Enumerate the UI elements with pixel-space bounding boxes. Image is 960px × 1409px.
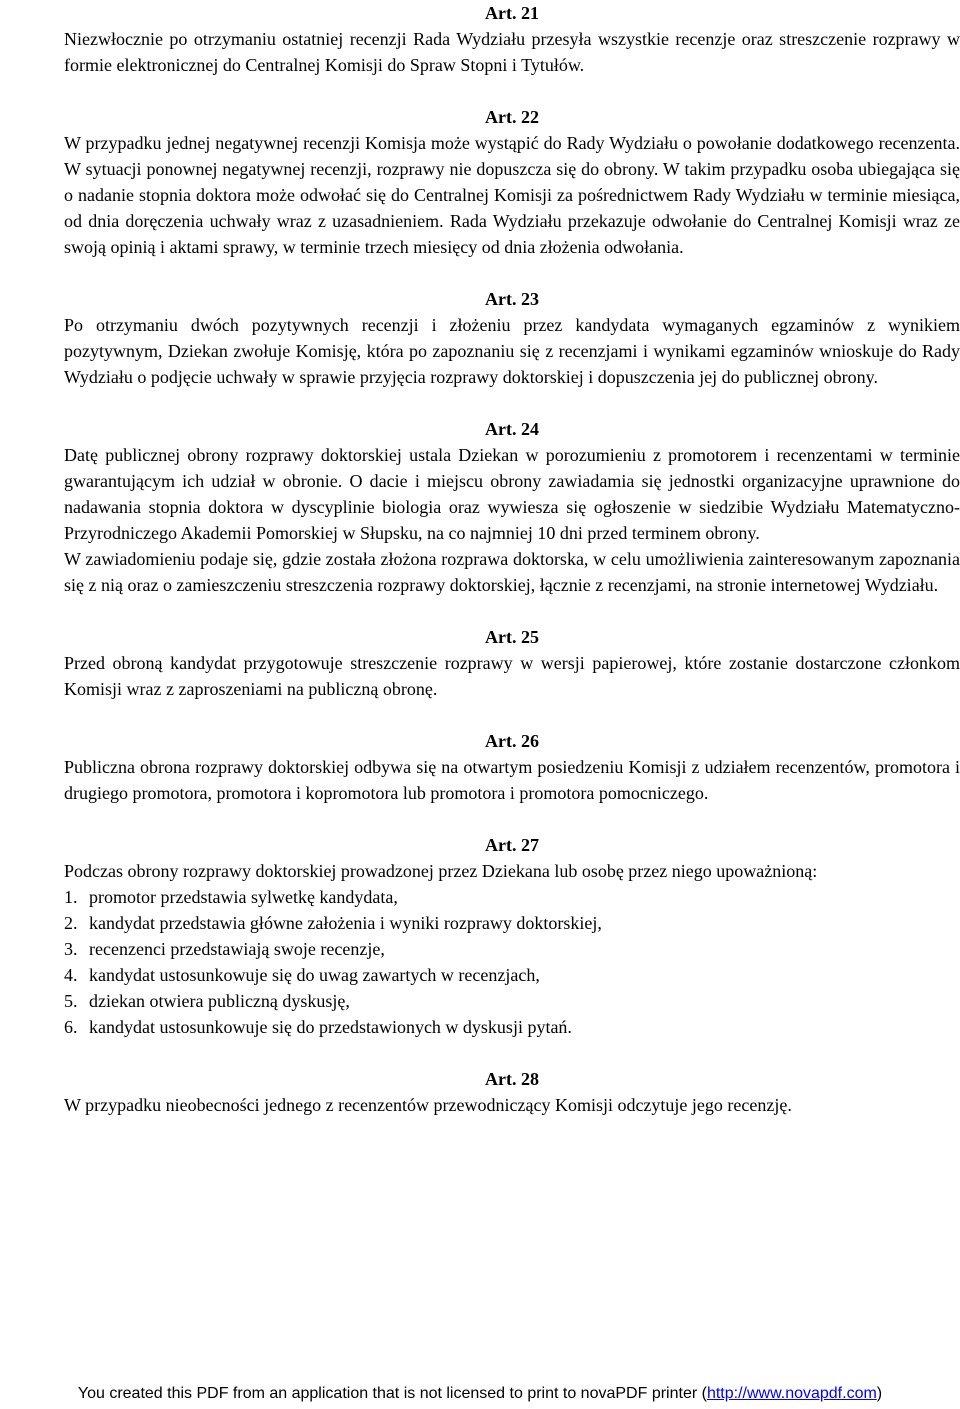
article-paragraph: Publiczna obrona rozprawy doktorskiej odbywa się na otwartym posiedzeniu Komisji z udziałem recenzentów, promotora i drugiego promotora, promotora i kopromotora lub promotora i promotora pomocniczego. [64,757,960,803]
article-21 [64,0,960,78]
list-item-number: 4. [64,965,78,985]
document-page [64,0,960,1118]
list-item-text: recenzenci przedstawiają swoje recenzje, [89,939,385,959]
list-item [64,910,960,936]
article-paragraph: W przypadku nieobecności jednego z recenzentów przewodniczący Komisji odczytuje jego recenzję. [64,1095,792,1115]
article-25 [64,624,960,702]
footer-suffix: ) [876,1385,883,1402]
list-item [64,962,960,988]
list-item [64,884,960,910]
article-paragraph: W przypadku jednej negatywnej recenzji Komisja może wystąpić do Rady Wydziału o powołanie dodatkowego recenzenta. W sytuacji ponownej negatywnej recenzji, rozprawy nie dopuszcza się do obrony. W takim przypadku osoba ubiegająca się o nadanie stopnia doktora może odwołać się do Centralnej Komisji za pośrednictwem Rady Wydziału w terminie miesiąca, od dnia doręczenia uchwały wraz z uzasadnieniem. Rada Wydziału przekazuje odwołanie do Centralnej Komisji wraz ze swoją opinią i aktami sprawy, w terminie trzech miesięcy od dnia złożenia odwołania. [64,133,960,257]
list-item-number: 3. [64,939,78,959]
list-item [64,1014,960,1040]
article-title: Art. 22 [485,107,539,127]
novapdf-link[interactable]: http://www.novapdf.com [706,1385,877,1402]
list-item [64,988,960,1014]
article-title: Art. 27 [485,835,539,855]
article-title: Art. 24 [485,419,539,439]
article-27 [64,832,960,1040]
article-26 [64,728,960,806]
article-23 [64,286,960,390]
article-paragraph: Po otrzymaniu dwóch pozytywnych recenzji i złożeniu przez kandydata wymaganych egzaminów z wynikiem pozytywnym, Dziekan zwołuje Komisję, która po zapoznaniu się z recenzjami i wynikami egzaminów wnioskuje do Rady Wydziału o podjęcie uchwały w sprawie przyjęcia rozprawy doktorskiej i dopuszczenia jej do publicznej obrony. [64,315,960,387]
list-item-text: kandydat ustosunkowuje się do przedstawionych w dyskusji pytań. [89,1017,572,1037]
list-item-number: 1. [64,887,78,907]
article-paragraph: W zawiadomieniu podaje się, gdzie została złożona rozprawa doktorska, w celu umożliwienia zainteresowanym zapoznania się z nią oraz o zamieszczeniu streszczenia rozprawy doktorskiej, łącznie z recenzjami, na stronie internetowej Wydziału. [64,549,960,595]
list-item-text: dziekan otwiera publiczną dyskusję, [89,991,350,1011]
pdf-license-footer [0,1384,960,1404]
article-title: Art. 23 [485,289,539,309]
article-paragraph: Przed obroną kandydat przygotowuje streszczenie rozprawy w wersji papierowej, które zostanie dostarczone członkom Komisji wraz z zaproszeniami na publiczną obronę. [64,653,960,699]
article-paragraph: Niezwłocznie po otrzymaniu ostatniej recenzji Rada Wydziału przesyła wszystkie recenzje oraz streszczenie rozprawy w formie elektronicznej do Centralnej Komisji do Spraw Stopni i Tytułów. [64,29,960,75]
article-22 [64,104,960,260]
article-24 [64,416,960,598]
article-title: Art. 28 [485,1069,539,1089]
article-title: Art. 25 [485,627,539,647]
article-28 [64,1066,960,1118]
list-item-text: kandydat ustosunkowuje się do uwag zawartych w recenzjach, [89,965,540,985]
footer-prefix: You created this PDF from an application that is not licensed to print to novaPDF printer ( [77,1385,707,1402]
list-item-number: 5. [64,991,78,1011]
list-item-number: 6. [64,1017,78,1037]
list-item [64,936,960,962]
article-title: Art. 21 [485,3,539,23]
article-paragraph: Datę publicznej obrony rozprawy doktorskiej ustala Dziekan w porozumieniu z promotorem i recenzentami w terminie gwarantującym ich udział w obronie. O dacie i miejscu obrony zawiadamia się jednostki organizacyjne uprawnione do nadawania stopnia doktora w dyscyplinie biologia oraz wywiesza się ogłoszenie w siedzibie Wydziału Matematyczno-Przyrodniczego Akademii Pomorskiej w Słupsku, na co najmniej 10 dni przed terminem obrony. [64,445,960,543]
list-item-text: promotor przedstawia sylwetkę kandydata, [89,887,398,907]
list-item-number: 2. [64,913,78,933]
list-item-text: kandydat przedstawia główne założenia i wyniki rozprawy doktorskiej, [89,913,602,933]
article-title: Art. 26 [485,731,539,751]
article-intro: Podczas obrony rozprawy doktorskiej prowadzonej przez Dziekana lub osobę przez niego upoważnioną: [64,861,818,881]
defense-steps-list [64,884,960,1040]
